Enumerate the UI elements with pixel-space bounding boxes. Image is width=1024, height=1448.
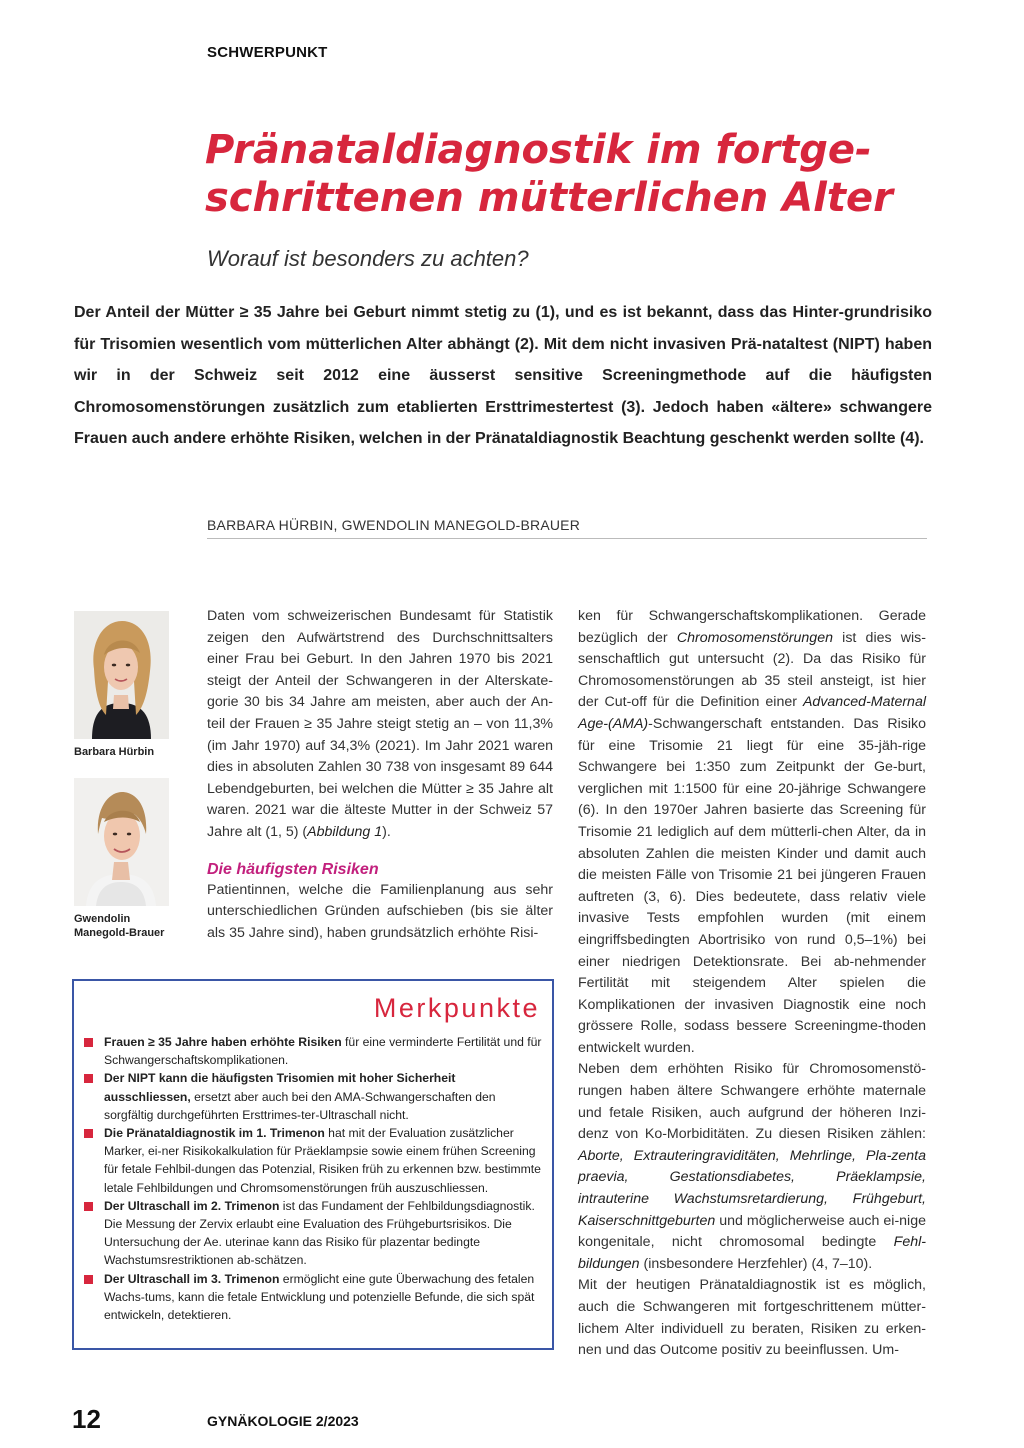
body-paragraph: ken für Schwangerschaftskomplikationen. Gerade bezüglich der Chromosomenstörungen ist dies wis-senschaftlich gut untersucht (2). Da das Risiko für Chromosomenstörungen ab 35 steil ansteigt, ist hier der Cut-off für die Definition einer Advanced-Maternal Age-(AMA)-Schwangerschaft entstanden. Das Risiko für eine Trisomie 21 liegt für eine 35-jäh-rige Schwangere bei 1:350 zum Zeitpunkt der Ge-burt, verglichen mit 1:1500 für eine 20-jährige Schwangere (6). In den 1970er Jahren basierte das Screening für Trisomie 21 lediglich auf dem mütterli-chen Alter, da in absoluten Zahlen die meisten Kinder und damit auch die meisten Fälle von Trisomie 21 bei jüngeren Frauen auftreten (3, 6). Dies bedeutete, dass relativ viele invasive Tests empfohlen wurden (mit einem eingriffsbedingten Abortrisiko von rund 0,5–1%) bei einer niedrigen Detektionsrate. Bei ab-nehmender Fertilität mit steigendem Alter spielen die Komplikationen der invasiven Diagnostik eine noch grössere Rolle, sodass bessere Screeningme-thoden entwickelt wurden. bbox=[578, 608, 926, 1056]
lead-paragraph: Der Anteil der Mütter ≥ 35 Jahre bei Geburt nimmt stetig zu (1), und es ist bekannt, dass das Hinter-grundrisiko für Trisomien wesentlich vom mütterlichen Alter abhängt (2). Mit dem nicht invasiven Prä-nataltest (NIPT) haben wir in der Schweiz seit 2012 eine äusserst sensitive Screeningmethode auf die häufigsten Chromosomenstörungen zusätzlich zum etablierten Ersttrimestertest (3). Jedoch haben «ältere» schwangere Frauen auch andere erhöhte Risiken, welchen in der Pränataldiagnostik Beachtung geschenkt werden sollte (4). bbox=[74, 304, 932, 448]
body-paragraph: Daten vom schweizerischen Bundesamt für Statistik zeigen den Aufwärtstrend des Durchschnittsalters einer Frau bei Geburt. In den Jahren 1970 bis 2021 steigt der Anteil der Schwangeren in der Alterskate-gorie 30 bis 34 Jahre am meisten, aber auch der An-teil der Frauen ≥ 35 Jahre steigt stetig an – von 11,3% (im Jahr 1970) auf 34,3% (2021). Im Jahr 2021 waren dies in absoluten Zahlen 30 738 von insgesamt 89 644 Lebendgeburten, bei welchen die Mütter ≥ 35 Jahre alt waren. 2021 war die älteste Mutter in der Schweiz 57 Jahre alt (1, 5) (Abbildung 1). bbox=[207, 608, 553, 840]
figure-reference: Abbildung 1 bbox=[307, 823, 383, 840]
bullet-square-icon bbox=[84, 1129, 93, 1138]
body-paragraph: Patientinnen, welche die Familienplanung aus sehr unterschiedlichen Gründen aufschieben (bis sie älter als 35 Jahre sind), haben grundsätzlich erhöhte Risi- bbox=[207, 881, 553, 941]
section-heading: Die häufigsten Risiken bbox=[207, 860, 379, 878]
photo-caption-huerbin: Barbara Hürbin bbox=[74, 746, 155, 758]
body-paragraph: Neben dem erhöhten Risiko für Chromosomenstö-rungen haben ältere Schwangere erhöhte maternale und fetale Risiken, auch aufgrund der höheren Inzi-denz von Ko-Morbiditäten. Zu diesen Risiken zählen: Aborte, Extrauteringraviditäten, Mehrlinge, Pla-zenta praevia, Gestationsdiabetes, Präeklampsie, intrauterine Wachstumsretardierung, Frühgeburt, Kaiserschnittgeburten und möglicherweise auch ei-nige kongenitale, nicht chromosomal bedingte Fehl-bildungen (insbesondere Herzfehler) (4, 7–10). bbox=[578, 1061, 926, 1272]
bullet-square-icon bbox=[84, 1038, 93, 1047]
author-line: BARBARA HÜRBIN, GWENDOLIN MANEGOLD-BRAUER bbox=[207, 517, 581, 533]
bullet-square-icon bbox=[84, 1074, 93, 1083]
bullet-square-icon bbox=[84, 1275, 93, 1284]
merkpunkte-item: Die Pränataldiagnostik im 1. Trimenon hat mit der Evaluation zusätzlicher Marker, ei-ner Risikokalkulation für Präeklampsie sowie einem frühen Screening für fetale Fehlbil-dungen das Potenzial, Risiken früh zu erkennen bzw. bestimmte letale Fehlbildungen und Chromsomenstörungen früh auszuschliessen. bbox=[84, 1124, 544, 1197]
body-column-right bbox=[578, 606, 926, 1362]
page-number: 12 bbox=[72, 1404, 101, 1434]
merkpunkte-item: Der Ultraschall im 3. Trimenon ermöglicht eine gute Überwachung des fetalen Wachs-tums, kann die fetale Entwicklung und potenzielle Befunde, die sich spät entwickeln, detektieren. bbox=[84, 1270, 544, 1325]
author-photo-huerbin bbox=[74, 611, 169, 739]
merkpunkte-list bbox=[84, 1033, 544, 1324]
merkpunkte-item: Frauen ≥ 35 Jahre haben erhöhte Risiken für eine verminderte Fertilität und für Schwangerschaftskomplikationen. bbox=[84, 1033, 544, 1069]
divider bbox=[207, 538, 927, 539]
merkpunkte-box bbox=[72, 979, 554, 1350]
section-label: SCHWERPUNKT bbox=[207, 44, 328, 61]
merkpunkte-item: Der NIPT kann die häufigsten Trisomien mit hoher Sicherheit ausschliessen, ersetzt aber auch bei den AMA-Schwangerschaften den sorgfältig durchgeführten Ersttrimes-ter-Ultraschall nicht. bbox=[84, 1069, 544, 1124]
title-line-1: Pränataldiagnostik im fortge- bbox=[205, 127, 872, 173]
merkpunkte-title: Merkpunkte bbox=[373, 993, 540, 1023]
bullet-square-icon bbox=[84, 1202, 93, 1211]
body-paragraph: Mit der heutigen Pränataldiagnostik ist es möglich, auch die Schwangeren mit fortgeschrittenem mütter-lichem Alter individuell zu beraten, Risiken zu erken-nen und das Outcome positiv zu beeinflussen. Um- bbox=[578, 1277, 926, 1359]
merkpunkte-item: Der Ultraschall im 2. Trimenon ist das Fundament der Fehlbildungsdiagnostik. Die Messung der Zervix erlaubt eine Evaluation des Frühgeburtsrisikos. Die Untersuchung der Ae. uterinae kann das Risiko für plazentar bedingte Wachstumsrestriktionen ab-schätzen. bbox=[84, 1197, 544, 1270]
author-photo-manegold-brauer bbox=[74, 778, 169, 906]
journal-issue: GYNÄKOLOGIE 2/2023 bbox=[207, 1413, 359, 1429]
body-column-middle bbox=[207, 606, 553, 944]
title-line-2: schrittenen mütterlichen Alter bbox=[205, 175, 893, 221]
article-subtitle: Worauf ist besonders zu achten? bbox=[207, 246, 529, 271]
photo-caption-manegold-brauer: Gwendolin Manegold-Brauer bbox=[74, 913, 165, 939]
article-title bbox=[205, 126, 965, 222]
